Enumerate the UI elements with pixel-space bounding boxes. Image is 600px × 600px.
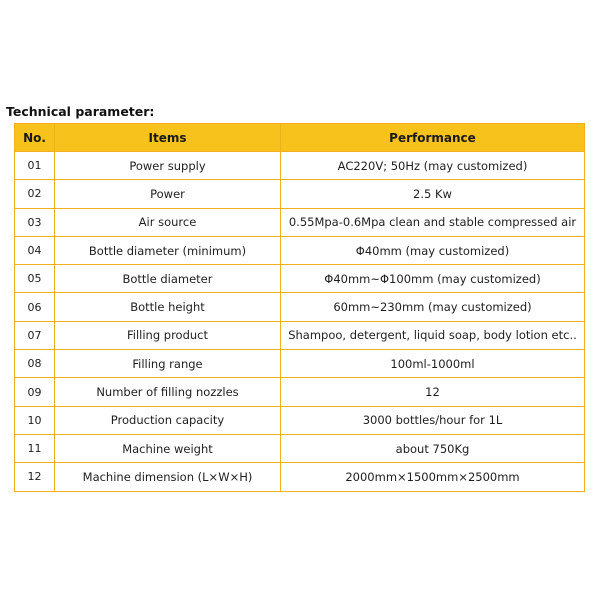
row-item: Power [55,180,281,208]
row-item: Air source [55,208,281,236]
row-performance: 100ml-1000ml [281,350,585,378]
row-number: 02 [15,180,55,208]
table-row [15,180,585,208]
row-number: 03 [15,208,55,236]
row-performance: Shampoo, detergent, liquid soap, body lotion etc.. [281,321,585,349]
row-item: Bottle diameter (minimum) [55,236,281,264]
table-row [15,378,585,406]
row-item: Number of filling nozzles [55,378,281,406]
technical-parameter-table [14,123,585,492]
row-performance: about 750Kg [281,434,585,462]
table-row [15,463,585,491]
row-number: 12 [15,463,55,491]
column-header-items: Items [55,124,281,152]
table-row [15,236,585,264]
row-item: Machine weight [55,434,281,462]
row-item: Filling range [55,350,281,378]
row-performance: 12 [281,378,585,406]
row-performance: Φ40mm (may customized) [281,236,585,264]
table-row [15,208,585,236]
row-performance: 2000mm×1500mm×2500mm [281,463,585,491]
row-performance: Φ40mm~Φ100mm (may customized) [281,265,585,293]
row-performance: 2.5 Kw [281,180,585,208]
row-number: 05 [15,265,55,293]
table-row [15,350,585,378]
row-item: Bottle diameter [55,265,281,293]
section-heading: Technical parameter: [6,104,155,119]
table-row [15,293,585,321]
table-row [15,152,585,180]
table-row [15,434,585,462]
table-row [15,406,585,434]
row-number: 09 [15,378,55,406]
row-number: 04 [15,236,55,264]
row-performance: 3000 bottles/hour for 1L [281,406,585,434]
row-number: 10 [15,406,55,434]
row-number: 08 [15,350,55,378]
row-performance: AC220V; 50Hz (may customized) [281,152,585,180]
column-header-performance: Performance [281,124,585,152]
row-item: Machine dimension (L×W×H) [55,463,281,491]
table-header-row [15,124,585,152]
row-number: 07 [15,321,55,349]
row-performance: 0.55Mpa-0.6Mpa clean and stable compressed air [281,208,585,236]
row-item: Power supply [55,152,281,180]
table-row [15,265,585,293]
row-number: 11 [15,434,55,462]
row-performance: 60mm~230mm (may customized) [281,293,585,321]
row-number: 01 [15,152,55,180]
column-header-no: No. [15,124,55,152]
row-number: 06 [15,293,55,321]
table-body [15,152,585,492]
table-row [15,321,585,349]
row-item: Production capacity [55,406,281,434]
row-item: Bottle height [55,293,281,321]
row-item: Filling product [55,321,281,349]
